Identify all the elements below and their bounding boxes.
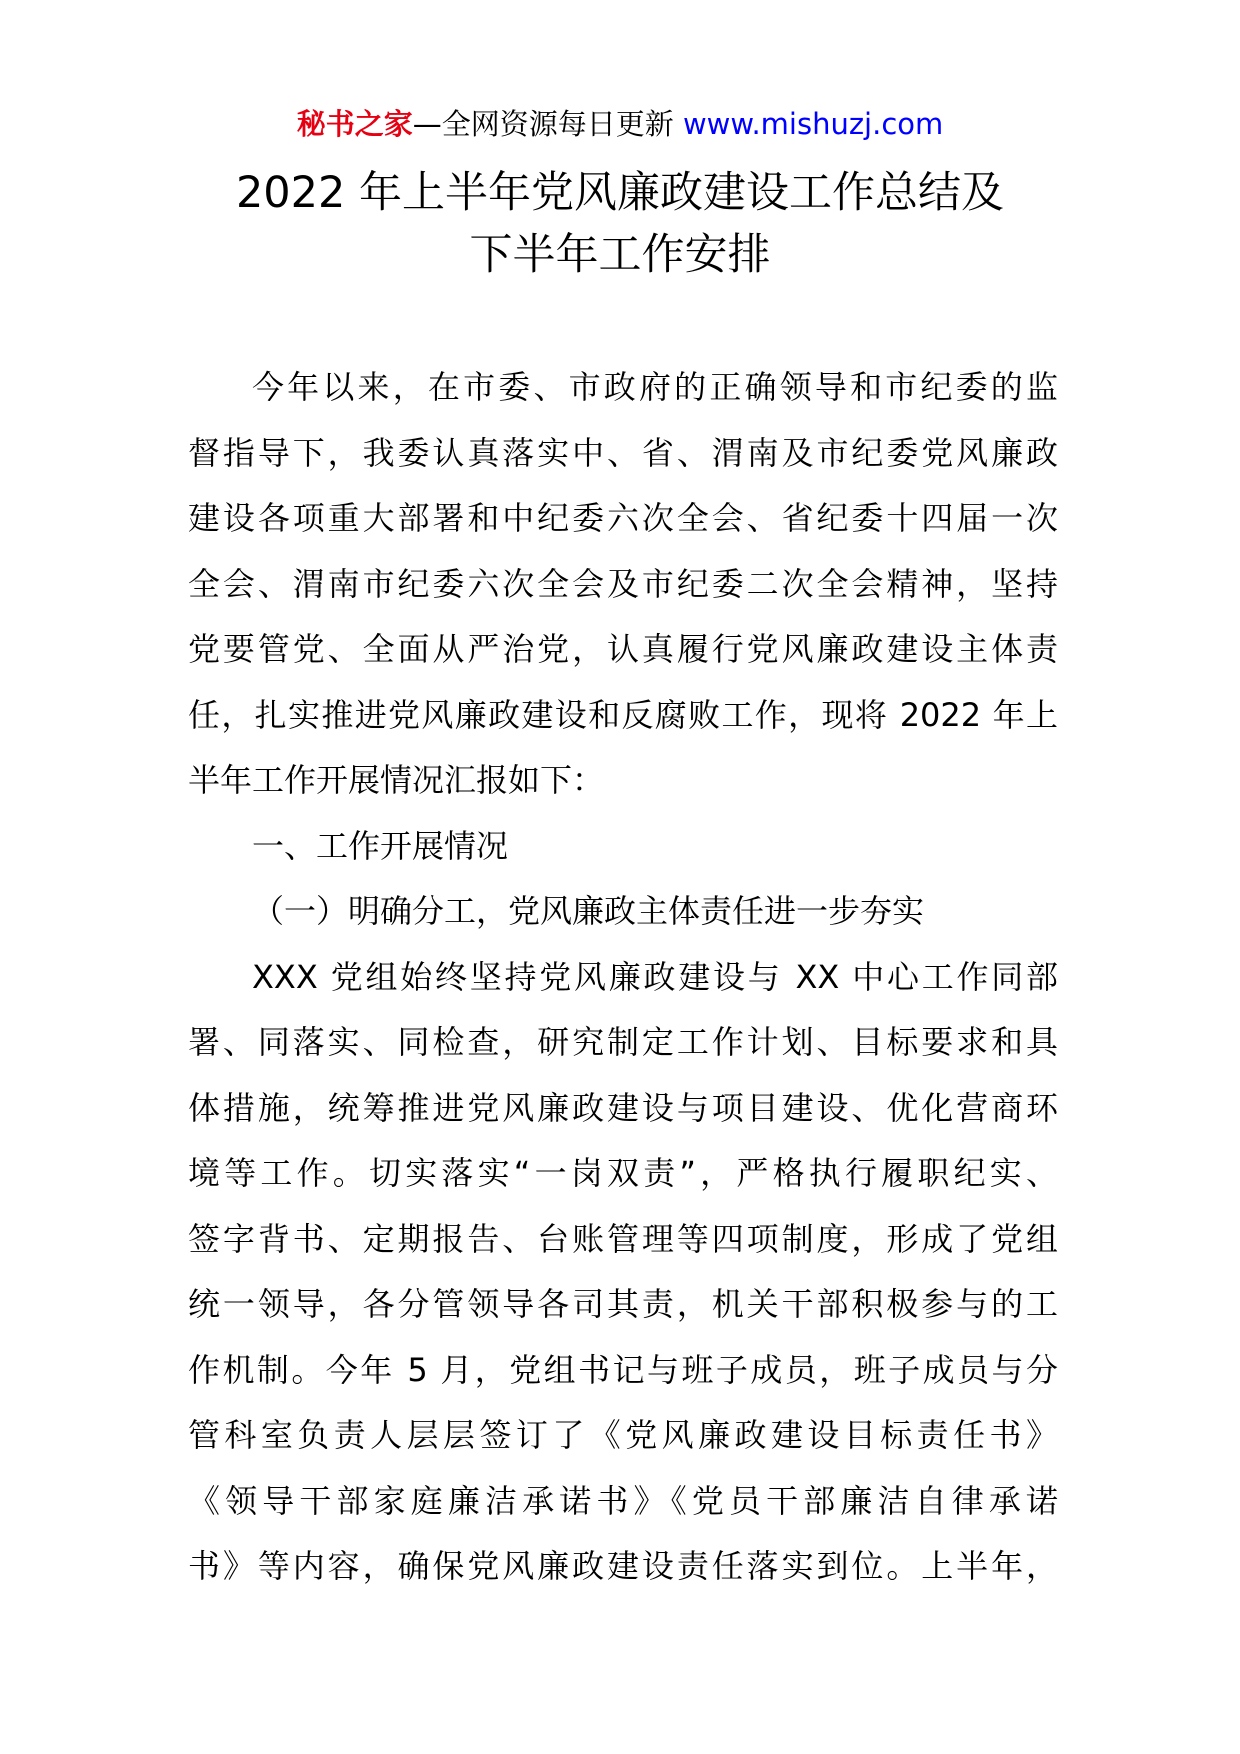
body-line: 《领导干部家庭廉洁承诺书》《党员干部廉洁自律承诺	[188, 1481, 1058, 1520]
body-line: XXX 党组始终坚持党风廉政建设与 XX 中心工作同部	[252, 957, 1058, 996]
document-title	[0, 162, 1240, 286]
title-line-2: 下半年工作安排	[469, 230, 771, 280]
body-line: 境等工作。切实落实“一岗双责”，严格执行履职纪实、	[188, 1154, 1058, 1192]
body-line: 任，扎实推进党风廉政建设和反腐败工作，现将 2022 年上	[188, 695, 1058, 734]
header-tagline: —全网资源每日更新	[412, 107, 674, 141]
body-line: 今年以来，在市委、市政府的正确领导和市纪委的监	[252, 368, 1058, 406]
body-line: 书》等内容，确保党风廉政建设责任落实到位。上半年，	[188, 1547, 1058, 1585]
body-line: 署、同落实、同检查，研究制定工作计划、目标要求和具	[188, 1023, 1058, 1061]
section-heading: 一、工作开展情况	[252, 826, 509, 865]
body-line: 签字背书、定期报告、台账管理等四项制度，形成了党组	[188, 1219, 1058, 1258]
body-line: 建设各项重大部署和中纪委六次全会、省纪委十四届一次	[188, 499, 1058, 537]
body-line: 党要管党、全面从严治党，认真履行党风廉政建设主体责	[188, 630, 1058, 668]
body-line: 体措施，统筹推进党风廉政建设与项目建设、优化营商环	[188, 1088, 1058, 1127]
body-line: 统一领导，各分管领导各司其责，机关干部积极参与的工	[188, 1285, 1058, 1323]
document-body	[188, 355, 1058, 1600]
body-line: 督指导下，我委认真落实中、省、渭南及市纪委党风廉政	[188, 433, 1058, 472]
body-line: 全会、渭南市纪委六次全会及市纪委二次全会精神，坚持	[188, 564, 1058, 603]
body-line: 管科室负责人层层签订了《党风廉政建设目标责任书》	[188, 1416, 1058, 1454]
site-url[interactable]: www.mishuzj.com	[682, 107, 944, 141]
site-header	[0, 104, 1240, 144]
brand-name: 秘书之家	[296, 107, 413, 141]
body-line: 作机制。今年 5 月，党组书记与班子成员，班子成员与分	[188, 1350, 1058, 1389]
title-line-1: 2022 年上半年党风廉政建设工作总结及	[235, 168, 1005, 218]
body-line: 半年工作开展情况汇报如下：	[188, 761, 605, 799]
subsection-heading: （一）明确分工，党风廉政主体责任进一步夯实	[252, 892, 925, 930]
